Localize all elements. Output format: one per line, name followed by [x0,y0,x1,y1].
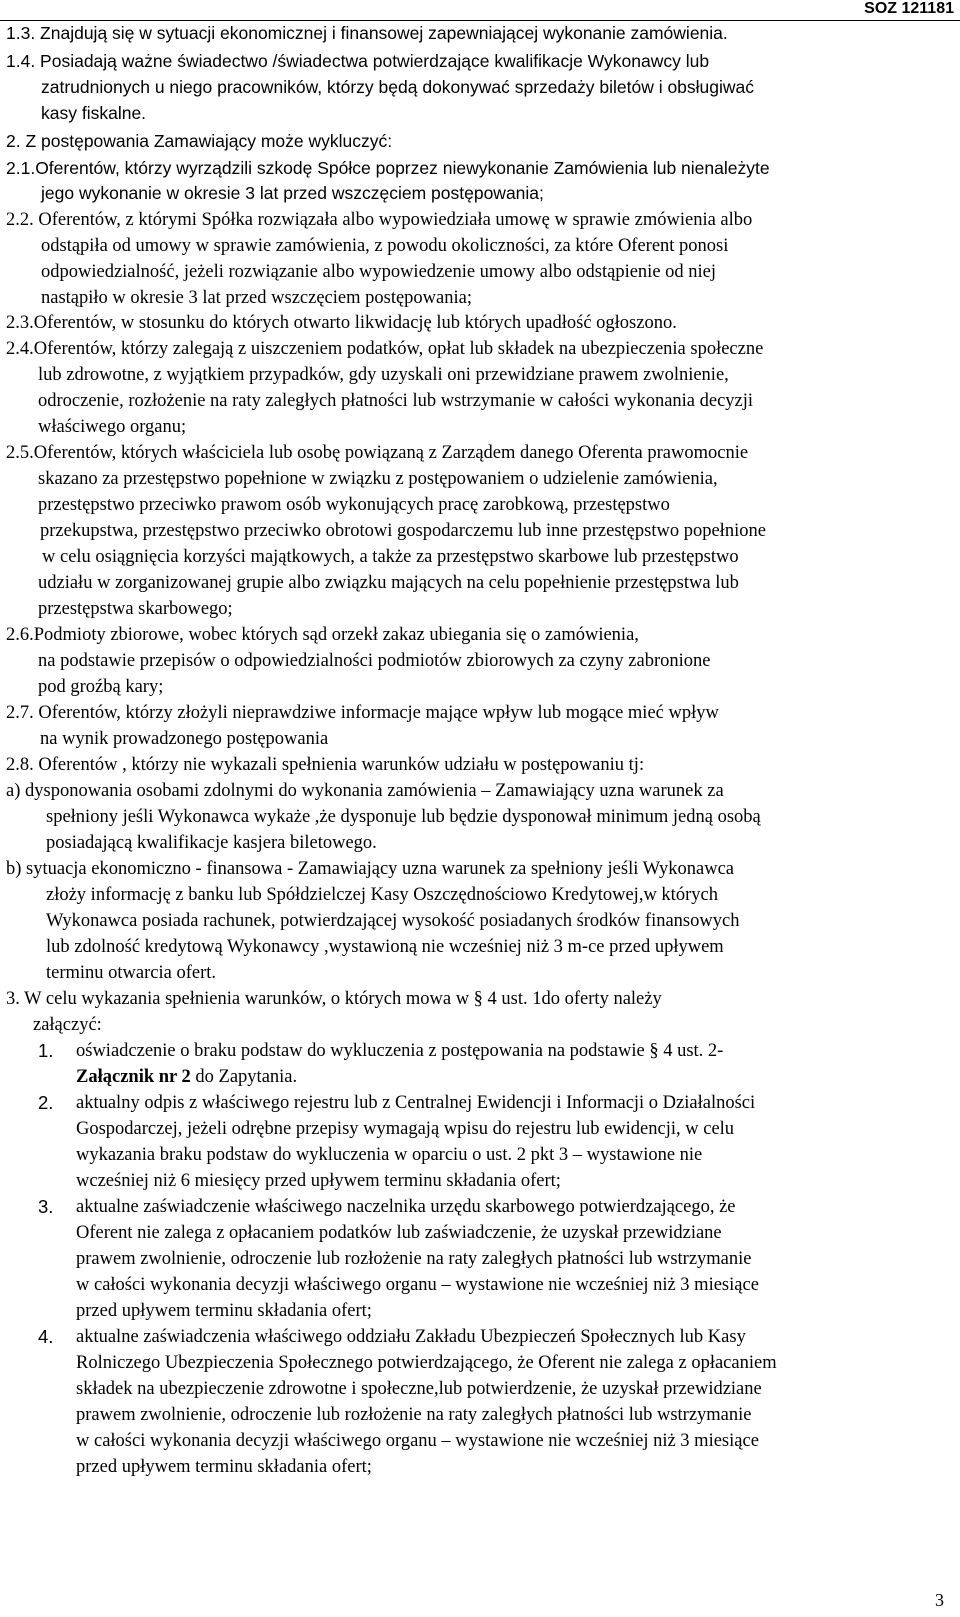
text-line: 1.4. Posiadają ważne świadectwo /świadectwa potwierdzające kwalifikacje Wykonawcy lub [6,51,710,71]
text-line: prawem zwolnienie, odroczenie lub rozłożenie na raty zaległych płatności lub wstrzymanie [76,1405,752,1425]
text-line: odroczenie, rozłożenie na raty zaległych płatności lub wstrzymanie w całości wykonania decyzji [38,391,754,411]
text-line: 2.6.Podmioty zbiorowe, wobec których sąd orzekł zakaz ubiegania się o zamówienia, [6,625,639,645]
text-line: b) sytuacja ekonomiczno - finansowa - Zamawiający uzna warunek za spełniony jeśli Wykonawca [6,859,734,879]
text-line: 2.5.Oferentów, których właściciela lub osobę powiązaną z Zarządem danego Oferenta prawomocnie [6,443,749,463]
text-line: w całości wykonania decyzji właściwego organu – wystawione nie wcześniej niż 3 miesiące [76,1431,759,1451]
text-line: Gospodarczej, jeżeli odrębne przepisy wymagają wpisu do rejestru lub ewidencji, w celu [76,1119,735,1139]
attachment-rest: do Zapytania. [190,1067,298,1087]
text-line: terminu otwarcia ofert. [46,963,217,983]
text-line: jego wykonanie w okresie 3 lat przed wszczęciem postępowania; [41,183,544,203]
attachment-bold: Załącznik nr 2 [76,1067,191,1087]
text-line: odpowiedzialność, jeżeli rozwiązanie albo wypowiedzenie umowy albo odstąpienie od niej [41,262,717,282]
text-line: przed upływem terminu składania ofert; [76,1301,372,1321]
text-line: właściwego organu; [38,417,187,437]
text-line: zatrudnionych u niego pracowników, którzy będą dokonywać sprzedaży biletów i obsługiwać [41,77,755,97]
text-line: spełniony jeśli Wykonawca wykaże ,że dysponuje lub będzie dysponował minimum jedną osobą [46,807,761,827]
list-number-3: 3. [38,1196,54,1217]
text-line: załączyć: [33,1015,102,1035]
text-line: a) dysponowania osobami zdolnymi do wykonania zamówienia – Zamawiający uzna warunek za [6,781,724,801]
text-line: wcześniej niż 6 miesięcy przed upływem terminu składania ofert; [76,1171,561,1191]
text-line: 3. W celu wykazania spełnienia warunków, o których mowa w § 4 ust. 1do oferty należy [6,989,662,1009]
text-line: lub zdrowotne, z wyjątkiem przypadków, gdy uzyskali oni przewidziane prawem zwolnienie, [38,365,729,385]
text-line: 2.8. Oferentów , którzy nie wykazali spełnienia warunków udziału w postępowaniu tj: [6,755,645,775]
text-line: w celu osiągnięcia korzyści majątkowych, a także za przestępstwo skarbowe lub przestępstwo [42,547,739,567]
text-line: 2.4.Oferentów, którzy zalegają z uiszczeniem podatków, opłat lub składek na ubezpieczenia społeczne [6,339,764,359]
text-line: na wynik prowadzonego postępowania [40,729,329,749]
text-line: przekupstwa, przestępstwo przeciwko obrotowi gospodarczemu lub inne przestępstwo popełnione [40,521,766,541]
text-line: przed upływem terminu składania ofert; [76,1457,372,1477]
text-line: oświadczenie o braku podstaw do wykluczenia z postępowania na podstawie § 4 ust. 2- [76,1041,724,1061]
text-line: na podstawie przepisów o odpowiedzialności podmiotów zbiorowych za czyny zabronione [38,651,711,671]
text-line: odstąpiła od umowy w sprawie zamówienia, z powodu okoliczności, za które Oferent ponosi [41,236,729,256]
text-line: kasy fiskalne. [41,103,147,123]
text-line: posiadającą kwalifikacje kasjera biletowego. [46,833,377,853]
text-line: pod groźbą kary; [38,677,164,697]
text-line: 1.3. Znajdują się w sytuacji ekonomicznej i finansowej zapewniającej wykonanie zamówienia. [6,23,728,43]
text-line: Oferent nie zalega z opłacaniem podatków lub zaświadczenie, że uzyskał przewidziane [76,1223,722,1243]
text-line: Rolniczego Ubezpieczenia Społecznego potwierdzającego, że Oferent nie zalega z opłacaniem [76,1353,777,1373]
text-line: 2.1.Oferentów, którzy wyrządzili szkodę Spółce poprzez niewykonanie Zamówienia lub nienależyte [6,158,770,178]
list-number-2: 2. [38,1092,54,1113]
text-line: skazano za przestępstwo popełnione w związku z postępowaniem o udzielenie zamówienia, [38,469,718,489]
text-line: 2.2. Oferentów, z którymi Spółka rozwiązała albo wypowiedziała umowę w sprawie zmówienia albo [6,210,753,230]
text-line: w całości wykonania decyzji właściwego organu – wystawione nie wcześniej niż 3 miesiące [76,1275,759,1295]
text-line: Wykonawca posiada rachunek, potwierdzającej wysokość posiadanych środków finansowych [46,911,740,931]
page-number: 3 [935,1590,944,1610]
text-line: 2. Z postępowania Zamawiający może wykluczyć: [6,131,393,151]
text-line: udziału w zorganizowanej grupie albo związku mających na celu popełnienie przestępstwa lub [38,573,739,593]
text-line: nastąpiło w okresie 3 lat przed wszczęciem postępowania; [41,288,472,308]
text-line: 2.3.Oferentów, w stosunku do których otwarto likwidację lub których upadłość ogłoszono. [6,313,677,333]
text-line: 2.7. Oferentów, którzy złożyli nieprawdziwe informacje mające wpływ lub mogące mieć wpływ [6,703,719,723]
text-line: aktualny odpis z właściwego rejestru lub z Centralnej Ewidencji i Informacji o Działalności [76,1093,756,1113]
page-header [0,0,960,21]
text-line: składek na ubezpieczenie zdrowotne i społeczne,lub potwierdzenie, że uzyskał przewidziane [76,1379,762,1399]
text-line: lub zdolność kredytową Wykonawcy ,wystawioną nie wcześniej niż 3 m-ce przed upływem [46,937,724,957]
list-number-1: 1. [38,1040,54,1061]
text-line: przestępstwo przeciwko prawom osób wykonujących pracę zarobkową, przestępstwo [38,495,670,515]
list-number-4: 4. [38,1326,54,1347]
attachment-reference [76,1066,297,1088]
text-line: aktualne zaświadczenie właściwego naczelnika urzędu skarbowego potwierdzającego, że [76,1197,736,1217]
document-code: SOZ 121181 [864,0,954,17]
text-line: prawem zwolnienie, odroczenie lub rozłożenie na raty zaległych płatności lub wstrzymanie [76,1249,752,1269]
text-line: złoży informację z banku lub Spółdzielczej Kasy Oszczędnościowo Kredytowej,w których [46,885,718,905]
text-line: wykazania braku podstaw do wykluczenia w oparciu o ust. 2 pkt 3 – wystawione nie [76,1145,703,1165]
text-line: przestępstwa skarbowego; [38,599,233,619]
text-line: aktualne zaświadczenia właściwego oddziału Zakładu Ubezpieczeń Społecznych lub Kasy [76,1327,746,1347]
